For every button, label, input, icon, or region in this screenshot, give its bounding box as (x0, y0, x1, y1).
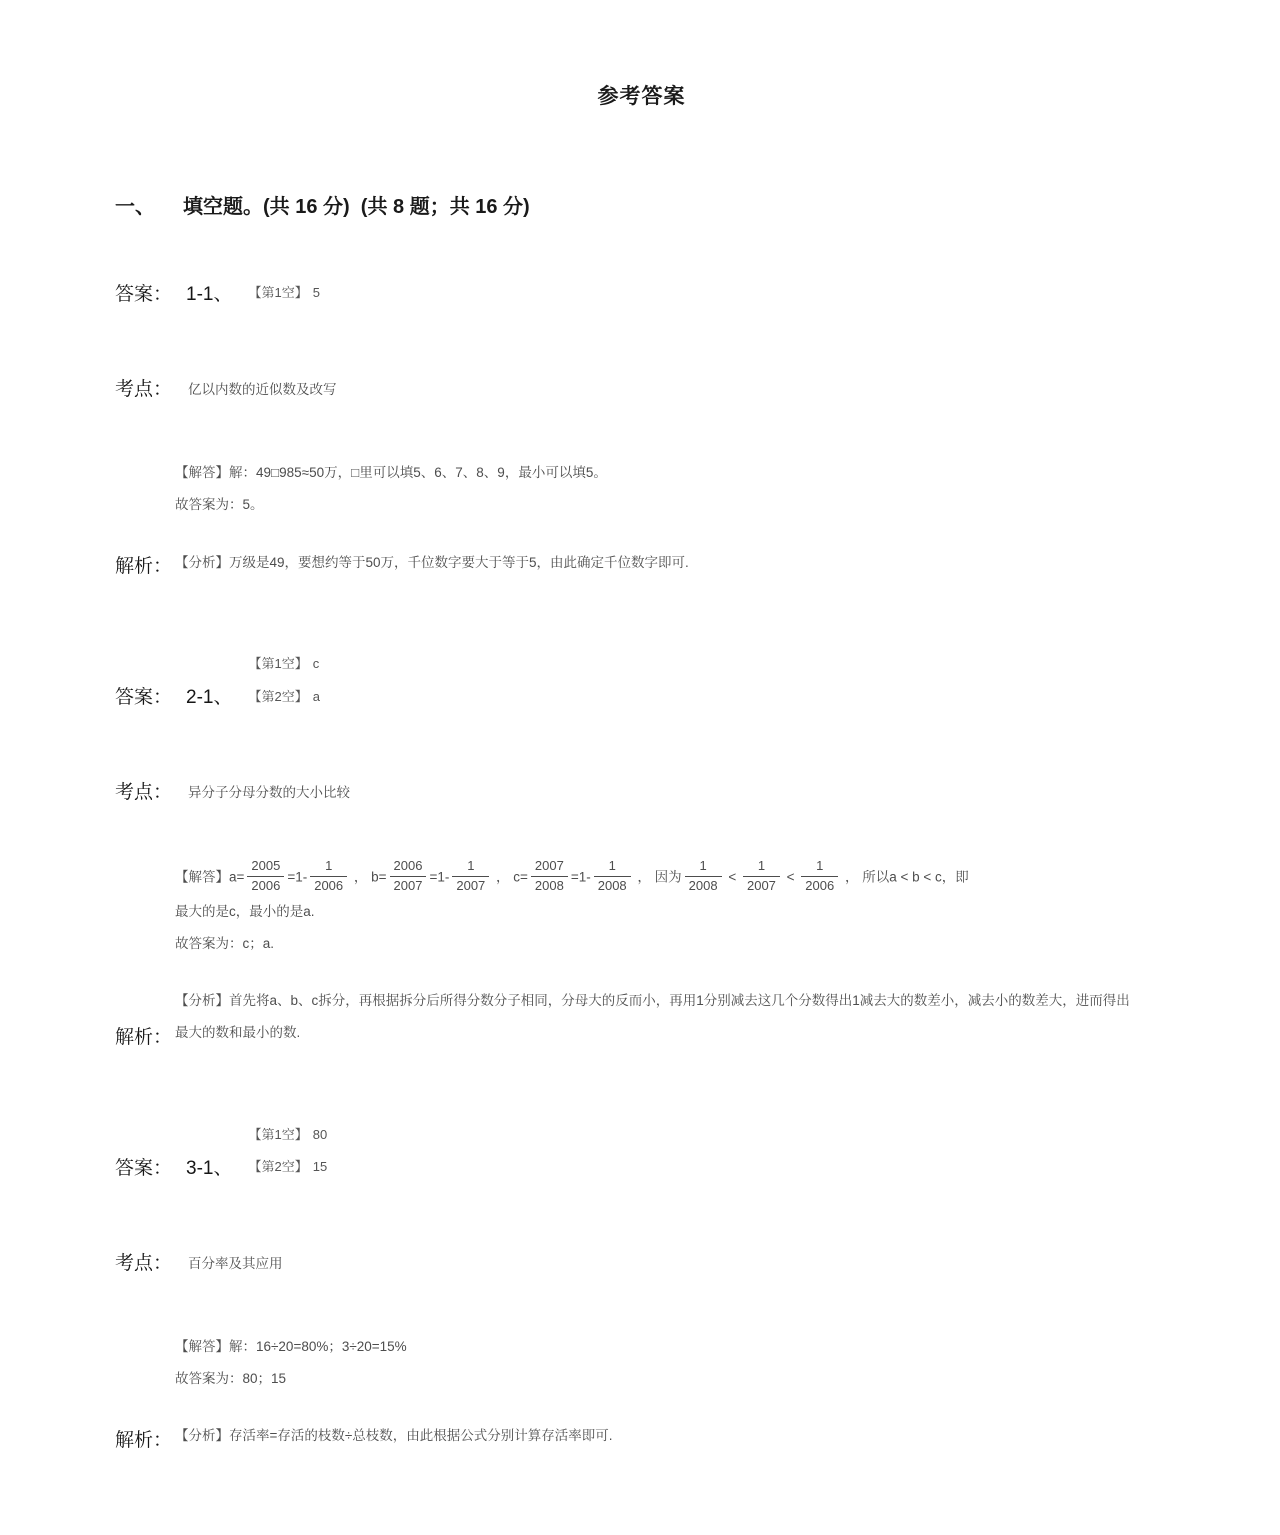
question-number: 1-1、 (186, 284, 233, 306)
keypoint-row (115, 1248, 1168, 1275)
blank-answer (248, 285, 319, 301)
blank-answers (248, 656, 319, 704)
analysis-label: 解析： (115, 1026, 173, 1048)
fraction: $\frac{1}{2006}$ (310, 858, 347, 894)
analysis-paragraph (175, 547, 1133, 579)
question-number: 2-1、 (186, 687, 233, 709)
analysis-block (115, 1331, 1168, 1452)
fraction: $\frac{1}{2008}$ (594, 858, 631, 894)
analysis-line: 【分析】存活率=存活的枝数÷总枝数，由此根据公式分别计算存活率即可. (175, 1428, 613, 1444)
question-block-2 (115, 656, 1168, 1049)
analysis-label: 解析： (115, 556, 173, 578)
section-number: 一、 (115, 196, 155, 219)
answer-label: 答案： (115, 1157, 173, 1179)
blank-value: 15 (312, 1159, 328, 1175)
blank-value: 5 (312, 285, 320, 301)
analysis-block (115, 860, 1168, 1048)
analysis-content (175, 1331, 1133, 1452)
blank-answer (248, 689, 319, 705)
question-block-1 (115, 279, 1168, 578)
blank-value: c (312, 656, 320, 672)
solution-line: 故答案为：80；15 (175, 1370, 287, 1386)
solution-line: 最大的是c，最小的是a. (175, 903, 315, 919)
blank-value: a (312, 688, 320, 704)
blank-answer (248, 1159, 327, 1175)
analysis-paragraph (175, 1420, 1133, 1452)
blank-tag: 【第2空】 (248, 1159, 308, 1175)
blank-tag: 【第1空】 (248, 285, 308, 301)
keypoint-label: 考点： (115, 1252, 173, 1274)
analysis-line: 【分析】首先将a、b、c拆分，再根据拆分后所得分数分子相同，分母大的反而小，再用1分别减去这几个分数得出1减去大的数差小，减去小的数差大，进而得出最大的数和最小的数. (175, 993, 1130, 1041)
blank-tag: 【第1空】 (248, 656, 308, 672)
question-number: 3-1、 (186, 1157, 233, 1179)
fraction: $\frac{2007}{2008}$ (531, 858, 568, 894)
analysis-content (175, 457, 1133, 578)
answer-row (115, 1127, 1168, 1180)
fraction: $\frac{1}{2008}$ (685, 858, 722, 894)
section-heading (115, 190, 1168, 219)
solution-line: 【解答】解：16÷20=80%；3÷20=15% (175, 1338, 407, 1354)
answer-label: 答案： (115, 284, 173, 306)
fraction: $\frac{2005}{2006}$ (247, 858, 284, 894)
answer-label: 答案： (115, 687, 173, 709)
keypoint-text: 亿以内数的近似数及改写 (188, 382, 337, 398)
question-block-3 (115, 1127, 1168, 1452)
analysis-line: 【分析】万级是49，要想约等于50万，千位数字要大于等于5，由此确定千位数字即可. (175, 554, 689, 570)
answer-row (115, 279, 1168, 306)
analysis-block (115, 457, 1168, 578)
fraction: $\frac{1}{2007}$ (452, 858, 489, 894)
blank-answers (248, 285, 319, 301)
keypoint-label: 考点： (115, 379, 173, 401)
blank-tag: 【第2空】 (248, 688, 308, 704)
solution-line: 故答案为：5。 (175, 496, 264, 512)
blank-answer (248, 1127, 327, 1143)
document-page (0, 14, 1280, 1535)
blank-tag: 【第1空】 (248, 1126, 308, 1142)
solution-line: 故答案为：c；a. (175, 935, 275, 951)
section-title: 填空题。(共 16 分) (共 8 题；共 16 分) (183, 196, 530, 219)
keypoint-label: 考点： (115, 782, 173, 804)
fraction: $\frac{1}{2006}$ (801, 858, 838, 894)
blank-answer (248, 656, 319, 672)
keypoint-text: 异分子分母分数的大小比较 (188, 785, 351, 801)
analysis-paragraph (175, 985, 1133, 1048)
keypoint-row (115, 777, 1168, 804)
page-title: 参考答案 (597, 85, 686, 109)
analysis-content (175, 860, 1133, 1048)
blank-answers (248, 1127, 327, 1175)
analysis-label: 解析： (115, 1430, 173, 1452)
solution-line: 【解答】解：49□985≈50万，□里可以填5、6、7、8、9，最小可以填5。 (175, 465, 607, 481)
fraction: $\frac{1}{2007}$ (743, 858, 780, 894)
answer-row (115, 656, 1168, 709)
keypoint-row (115, 374, 1168, 401)
fraction: $\frac{2006}{2007}$ (390, 858, 427, 894)
blank-value: 80 (312, 1126, 328, 1142)
keypoint-text: 百分率及其应用 (188, 1255, 283, 1271)
solution-line-with-fractions: 【解答】a= $\frac{2005}{2006}$ =1- $\frac{1}{2006}$ ， b= $\frac{2006}{2007}$ =1- $\frac{1}{2007}$ ， c= $\frac{2007}{2008}$ =1- $\frac{1}{2008}$ ， 因为 $\frac{1}{2008}$ < $\frac{1}{2007}$ < $\frac{1}{2006}$ ， 所以a < b < c，即 (175, 858, 969, 893)
